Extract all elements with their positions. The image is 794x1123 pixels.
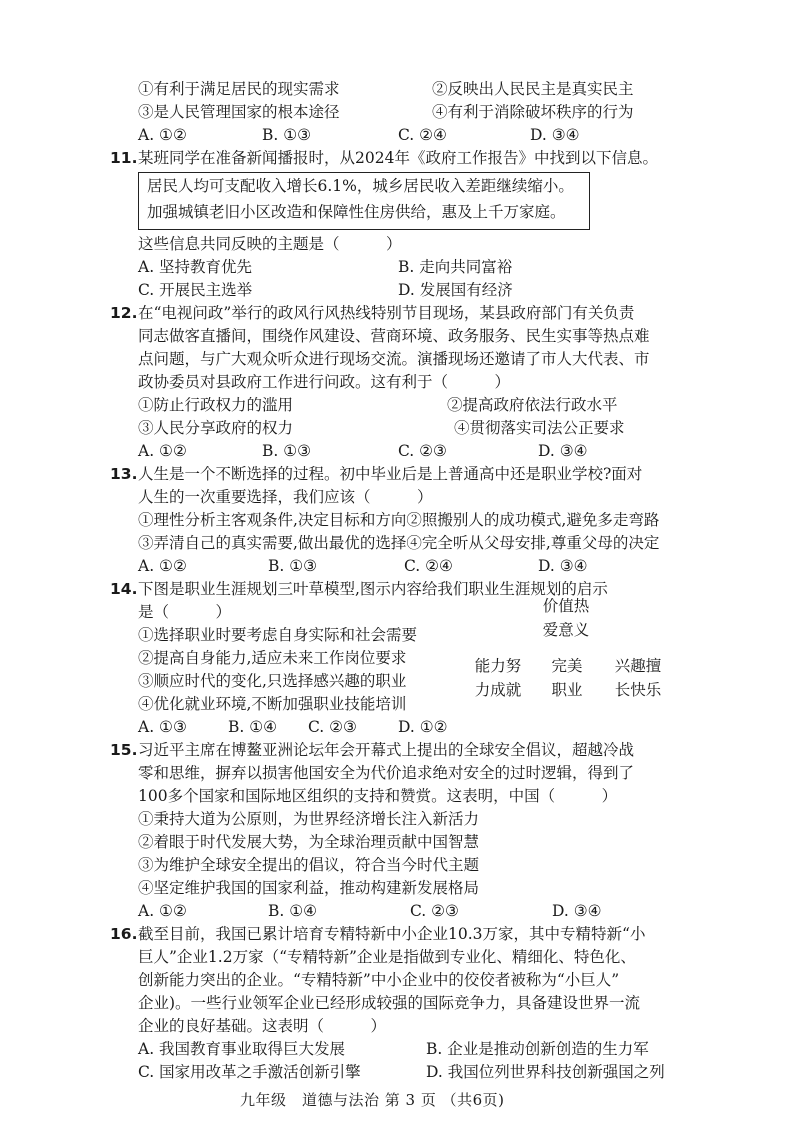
q11-number: 11. [110, 149, 138, 167]
q10-choice-d: D. ③④ [530, 126, 580, 144]
q14-choice-d: D. ①② [398, 718, 448, 736]
q15-choice-c: C. ②③ [410, 902, 459, 920]
leaf-top-line-2: 爱意义 [542, 621, 590, 639]
q10-option-3: ③是人民管理国家的根本途径 [138, 103, 340, 121]
leaf-center-line-2: 职业 [551, 681, 583, 699]
q14-stem-1: 下图是职业生涯规划三叶草模型,图示内容给我们职业生涯规划的启示 [138, 580, 608, 598]
q14-option-3: ③顺应时代的变化,只选择感兴趣的职业 [138, 672, 407, 690]
q11-stem: 某班同学在准备新闻播报时，从2024年《政府工作报告》中找到以下信息。 [138, 149, 658, 167]
q14-choice-c: C. ②③ [308, 718, 357, 736]
leaf-top-line-1: 价值热 [542, 597, 590, 615]
q12-choice-c: C. ②③ [398, 442, 447, 460]
q10-option-4: ④有利于消除破坏秩序的行为 [432, 103, 634, 121]
q13-option-1-2: ①理性分析主客观条件,决定目标和方向②照搬别人的成功模式,避免多走弯路 [138, 511, 660, 529]
q16-stem-5: 企业的良好基础。这表明（ ） [138, 1017, 387, 1035]
leaf-right-line-1: 兴趣擅 [614, 657, 662, 675]
leaf-center-line-1: 完美 [551, 657, 583, 675]
q15-stem-2: 零和思维，摒弃以损害他国安全为代价追求绝对安全的过时逻辑，得到了 [138, 764, 635, 782]
page-footer: 九年级 道德与法治 第 3 页 （共6页) [240, 1091, 505, 1109]
leaf-right-line-2: 长快乐 [614, 681, 662, 699]
q15-choice-a: A. ①② [138, 902, 187, 920]
leaf-left-line-2: 力成就 [474, 681, 522, 699]
leaf-right [608, 654, 668, 702]
q16-stem-1: 截至目前，我国已累计培育专精特新中小企业10.3万家，其中专精特新“小 [138, 925, 646, 943]
q11-box-line-1: 居民人均可支配收入增长6.1%，城乡居民收入差距继续缩小。 [147, 177, 574, 195]
q15-number: 15. [110, 741, 138, 759]
q16-choice-d: D. 我国位列世界科技创新强国之列 [426, 1063, 665, 1081]
q12-stem-4: 政协委员对县政府工作进行问政。这有利于（ ） [138, 373, 511, 391]
q12-option-2: ②提高政府依法行政水平 [447, 396, 618, 414]
q12-option-4: ④贯彻落实司法公正要求 [454, 419, 625, 437]
q16-choice-a: A. 我国教育事业取得巨大发展 [138, 1040, 346, 1058]
q12-option-3: ③人民分享政府的权力 [138, 419, 294, 437]
q15-option-1: ①秉持大道为公原则，为世界经济增长注入新活力 [138, 810, 480, 828]
q12-choice-d: D. ③④ [538, 442, 588, 460]
q11-prompt: 这些信息共同反映的主题是（ ） [138, 235, 402, 253]
q12-stem-2: 同志做客直播间，围绕作风建设、营商环境、政务服务、民生实事等热点难 [138, 327, 650, 345]
q14-choice-b: B. ①④ [228, 718, 278, 736]
q16-stem-2: 巨人”企业1.2万家（“专精特新”企业是指做到专业化、精细化、特色化、 [138, 948, 636, 966]
q16-number: 16. [110, 925, 138, 943]
leaf-center [542, 654, 592, 702]
q14-option-4: ④优化就业环境,不断加强职业技能培训 [138, 695, 407, 713]
q10-option-1: ①有利于满足居民的现实需求 [138, 80, 340, 98]
q13-choice-d: D. ③④ [538, 557, 588, 575]
q11-choice-a: A. 坚持教育优先 [138, 258, 253, 276]
q13-number: 13. [110, 465, 138, 483]
q15-option-4: ④坚定维护我国的国家利益，推动构建新发展格局 [138, 879, 480, 897]
q16-stem-3: 创新能力突出的企业。“专精特新”中小企业中的佼佼者被称为“小巨人” [138, 971, 620, 989]
leaf-top [536, 594, 596, 642]
q12-number: 12. [110, 304, 138, 322]
q15-stem-1: 习近平主席在博鳌亚洲论坛年会开幕式上提出的全球安全倡议，超越冷战 [138, 741, 635, 759]
q15-choice-d: D. ③④ [552, 902, 602, 920]
q11-info-box [138, 172, 590, 230]
q14-option-1: ①选择职业时要考虑自身实际和社会需要 [138, 626, 418, 644]
leaf-left [468, 654, 528, 702]
q10-choice-a: A. ①② [138, 126, 187, 144]
q14-option-2: ②提高自身能力,适应未来工作岗位要求 [138, 649, 407, 667]
q10-choice-c: C. ②④ [398, 126, 447, 144]
q12-stem-1: 在“电视问政”举行的政风行风热线特别节目现场，某县政府部门有关负责 [138, 304, 635, 322]
q15-option-2: ②着眼于时代发展大势，为全球治理贡献中国智慧 [138, 833, 480, 851]
q15-stem-3: 100多个国家和国际地区组织的支持和赞赏。这表明，中国（ ） [138, 787, 618, 805]
q13-choice-b: B. ①③ [268, 557, 318, 575]
q14-stem-2: 是（ ） [138, 603, 232, 621]
q12-choice-b: B. ①③ [262, 442, 312, 460]
q13-stem-2: 人生的一次重要选择，我们应该（ ） [138, 488, 433, 506]
leaf-left-line-1: 能力努 [474, 657, 522, 675]
q16-choice-b: B. 企业是推动创新创造的生力军 [426, 1040, 649, 1058]
q11-choice-c: C. 开展民主选举 [138, 281, 253, 299]
q11-choice-d: D. 发展国有经济 [398, 281, 513, 299]
q13-stem-1: 人生是一个不断选择的过程。初中毕业后是上普通高中还是职业学校?面对 [138, 465, 643, 483]
q11-box-line-2: 加强城镇老旧小区改造和保障性住房供给，惠及上千万家庭。 [147, 203, 566, 221]
q12-option-1: ①防止行政权力的滥用 [138, 396, 294, 414]
q14-number: 14. [110, 580, 138, 598]
clover-diagram [460, 594, 690, 704]
q15-option-3: ③为维护全球安全提出的倡议，符合当今时代主题 [138, 856, 480, 874]
q14-choice-a: A. ①③ [138, 718, 187, 736]
q12-choice-a: A. ①② [138, 442, 187, 460]
q13-option-3-4: ③弄清自己的真实需要,做出最优的选择④完全听从父母安排,尊重父母的决定 [138, 534, 660, 552]
q16-choice-c: C. 国家用改革之手激活创新引擎 [138, 1063, 361, 1081]
q10-option-2: ②反映出人民民主是真实民主 [432, 80, 634, 98]
q15-choice-b: B. ①④ [268, 902, 318, 920]
q16-stem-4: 企业)。一些行业领军企业已经形成较强的国际竞争力，具备建设世界一流 [138, 994, 641, 1012]
q12-stem-3: 点问题，与广大观众听众进行现场交流。演播现场还邀请了市人大代表、市 [138, 350, 650, 368]
q13-choice-c: C. ②④ [404, 557, 453, 575]
q11-choice-b: B. 走向共同富裕 [398, 258, 513, 276]
q10-choice-b: B. ①③ [262, 126, 312, 144]
q13-choice-a: A. ①② [138, 557, 187, 575]
